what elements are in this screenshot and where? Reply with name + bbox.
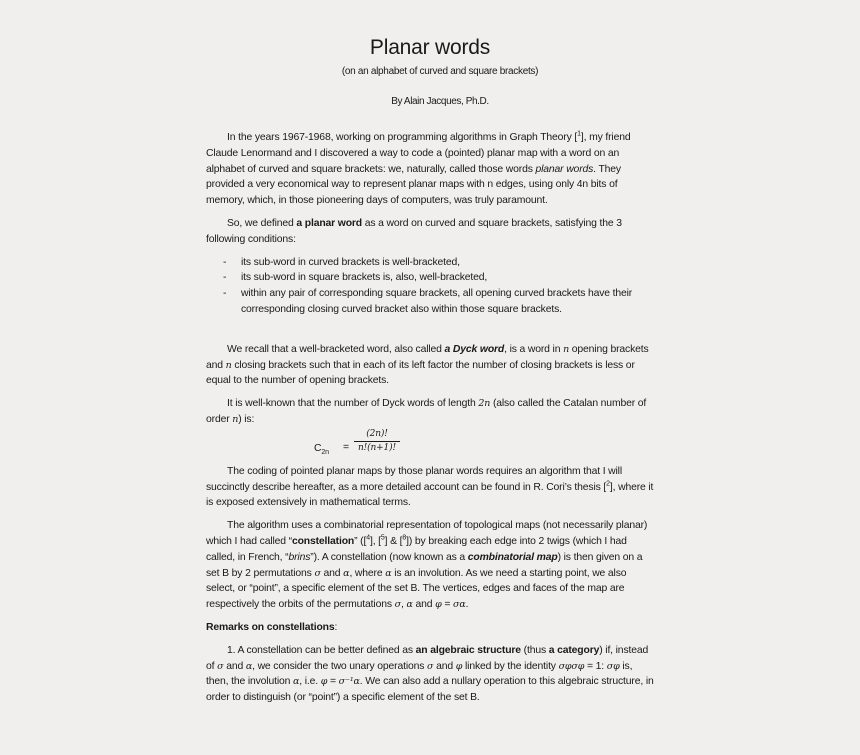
paragraph-catalan: It is well-known that the number of Dyck words of length 2n (also called the Catalan number of order n) is:	[206, 398, 647, 425]
citation-ref: 2	[606, 480, 610, 488]
paragraph-intro: In the years 1967-1968, working on programming algorithms in Graph Theory [$^1$], my friend Claude Lenormand and I discovered a way to code a (pointed) planar map with a word on an alphabet of curved and square brackets: we, naturally, called those words planar words. They provided a very economical way to represent planar maps with n edges, using only 4n bits of memory, which, in those pioneering days of computers, was truly paramount.	[206, 130, 631, 207]
paragraph-definition: So, we defined a planar word as a word on curved and square brackets, satisfying the 3 following conditions:	[206, 217, 622, 245]
paper-title: Planar words	[369, 36, 491, 59]
list-item: - its sub-word in square brackets is, also, well-bracketed,	[223, 272, 488, 284]
citation-ref: 1	[577, 130, 581, 138]
paper-subtitle: (on an alphabet of curved and square brackets)	[341, 66, 539, 77]
list-item: - its sub-word in curved brackets is well-bracketed,	[223, 256, 460, 268]
catalan-formula: $C_{2n}$ = $\frac{(2n)!}{n!(n+1)!}$	[206, 432, 654, 464]
paragraph-algorithm: The algorithm uses a combinatorial representation of topological maps (not necessarily planar) which I had called “constellation” ([$^4$], [$^5$] & [$^8$]) by breaking each edge into 2 twigs (which I had called, in French, “brins”). A constellation (now known as a combinatorial map) is then given on a set B by 2 permutations σ and α, where α is an involution. As we need a starting point, we also select, or “point”, a specific element of the set B. The vertices, edges and faces of the map are respectively the orbits of the permutations σ, α and φ = σα.	[206, 520, 648, 611]
paragraph-remark-1: 1. A constellation can be better defined as an algebraic structure (thus a category) if, instead of σ and α, we consider the two unary operations σ and φ linked by the identity σφσφ = 1: σφ is, then, the involution α, i.e. φ = σ⁻¹α. We can also add a nullary operation to this algebraic structure, in order to distinguish (or “point”) a specific element of the set B.	[206, 644, 654, 704]
list-item: - within any pair of corresponding square brackets, all opening curved brackets have their corresponding closing curved bracket also within those square brackets.	[223, 288, 633, 315]
author-line: By Alain Jacques, Ph.D.	[391, 96, 489, 107]
remarks-heading: Remarks on constellations:	[206, 621, 338, 633]
conditions-list	[206, 255, 654, 318]
paragraph-dyck: We recall that a well-bracketed word, also called a Dyck word, is a word in n opening brackets and n closing brackets such that in each of its left factor the number of closing brackets is less or equal to the number of opening brackets.	[206, 343, 649, 387]
paragraph-coding: The coding of pointed planar maps by those planar words requires an algorithm that I will succinctly describe hereafter, as a more detailed account can be found in R. Cori’s thesis [$^2$], where it is exposed extensively in mathematical terms.	[206, 465, 654, 509]
paper-body	[206, 130, 654, 713]
